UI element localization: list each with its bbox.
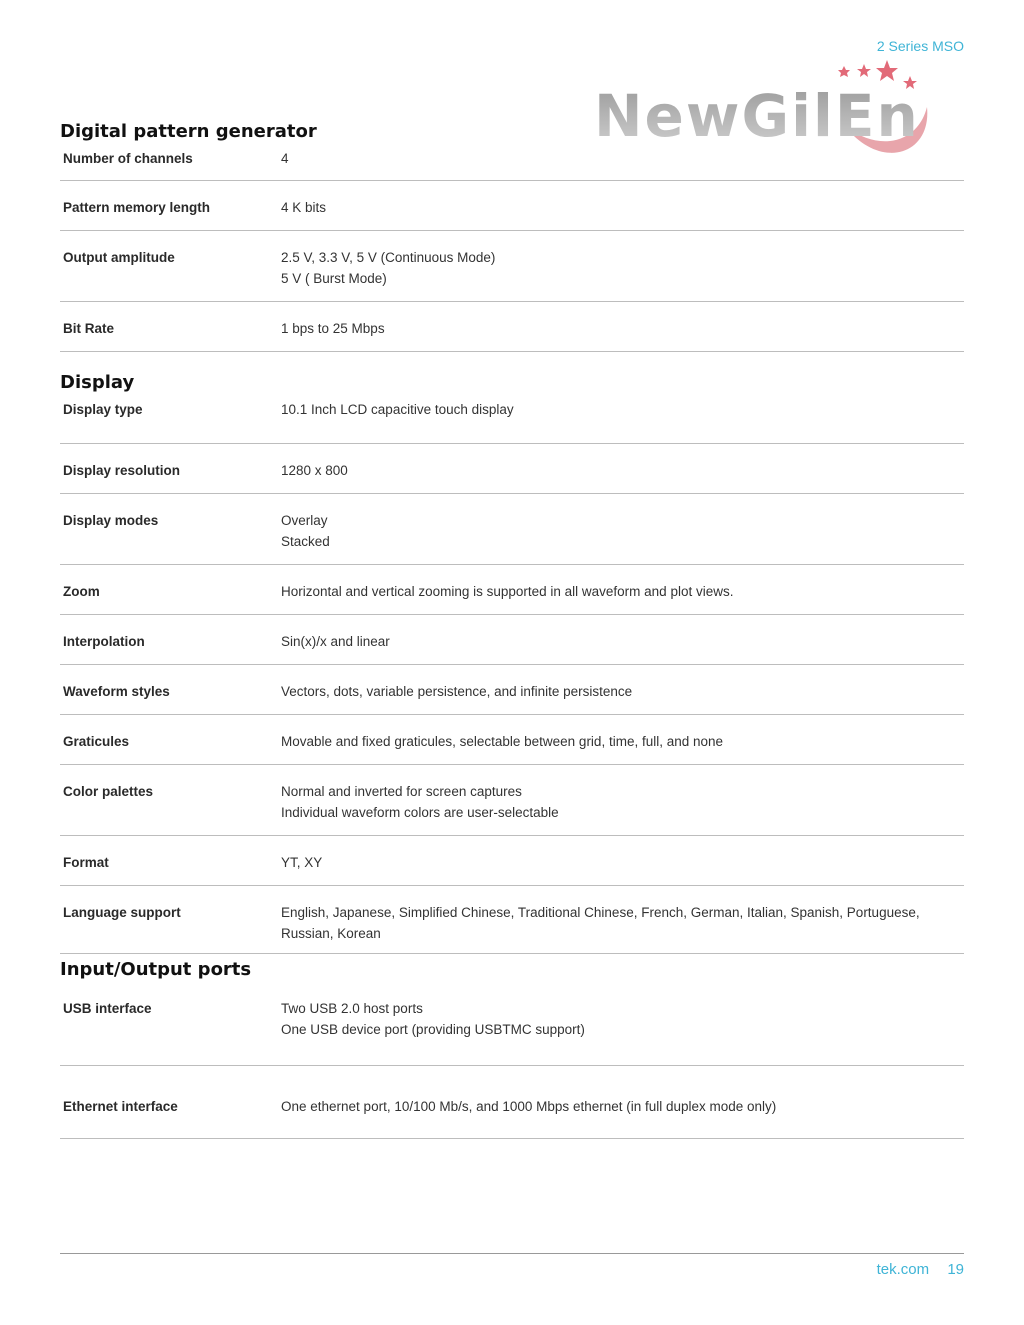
spec-value-line: Overlay <box>281 513 328 528</box>
spec-value <box>281 631 964 664</box>
spec-value <box>281 197 964 230</box>
spec-row <box>60 986 964 1066</box>
spec-label: Graticules <box>63 734 130 749</box>
spec-value <box>281 681 964 714</box>
spec-value-line: One USB device port (providing USBTMC support) <box>281 1022 585 1037</box>
display-rows <box>60 399 964 954</box>
spec-value-line: 2.5 V, 3.3 V, 5 V (Continuous Mode) <box>281 250 496 265</box>
spec-row <box>60 399 964 444</box>
spec-value <box>281 510 964 564</box>
spec-value-line: 5 V ( Burst Mode) <box>281 271 387 286</box>
section-title-digital: Digital pattern generator <box>60 121 317 142</box>
footer-divider <box>60 1253 964 1254</box>
spec-row <box>60 494 964 565</box>
spec-value-line: Normal and inverted for screen captures <box>281 784 522 799</box>
section-title-io: Input/Output ports <box>60 959 252 980</box>
spec-value-line: Individual waveform colors are user-selectable <box>281 805 559 820</box>
footer-site-link[interactable]: tek.com <box>876 1261 930 1278</box>
spec-value-line: Stacked <box>281 534 330 549</box>
spec-row <box>60 302 964 352</box>
display-section <box>60 372 964 954</box>
spec-label: Number of channels <box>63 151 193 166</box>
spec-value <box>281 148 964 180</box>
spec-label: Display modes <box>63 513 159 528</box>
spec-value-line: Horizontal and vertical zooming is supported in all waveform and plot views. <box>281 584 734 599</box>
spec-label: Display resolution <box>63 463 181 478</box>
io-section <box>60 959 964 1139</box>
spec-row <box>60 715 964 765</box>
spec-value <box>281 581 964 614</box>
spec-row <box>60 836 964 886</box>
spec-value-line: Two USB 2.0 host ports <box>281 1001 423 1016</box>
spec-label: Format <box>63 855 109 870</box>
spec-value-line: 1280 x 800 <box>281 463 348 478</box>
spec-value-line: 4 K bits <box>281 200 327 215</box>
spec-row <box>60 765 964 836</box>
spec-row <box>60 181 964 231</box>
spec-row <box>60 231 964 302</box>
spec-value-line: 10.1 Inch LCD capacitive touch display <box>281 402 514 417</box>
spec-value-line: YT, XY <box>281 855 323 870</box>
spec-value-line: English, Japanese, Simplified Chinese, Traditional Chinese, French, German, Italian, Spanish, Portuguese, Russian, Korean <box>281 905 920 941</box>
digital-pattern-section <box>60 121 964 352</box>
spec-value-line: One ethernet port, 10/100 Mb/s, and 1000 Mbps ethernet (in full duplex mode only) <box>281 1099 777 1114</box>
spec-row <box>60 665 964 715</box>
spec-row <box>60 565 964 615</box>
spec-label: Zoom <box>63 584 100 599</box>
series-label: 2 Series MSO <box>876 38 964 54</box>
footer <box>863 1261 964 1278</box>
spec-label: Output amplitude <box>63 250 175 265</box>
spec-value <box>281 247 964 301</box>
spec-value <box>281 902 964 953</box>
spec-label: Language support <box>63 905 181 920</box>
spec-label: Ethernet interface <box>63 1099 178 1114</box>
spec-value <box>281 852 964 885</box>
spec-label: Bit Rate <box>63 321 115 336</box>
spec-label: Interpolation <box>63 634 145 649</box>
spec-value <box>281 731 964 764</box>
spec-row <box>60 886 964 954</box>
spec-value-line: Vectors, dots, variable persistence, and infinite persistence <box>281 684 633 699</box>
digital-rows <box>60 148 964 352</box>
spec-row <box>60 444 964 494</box>
spec-row <box>60 148 964 181</box>
spec-value <box>281 1096 964 1138</box>
spec-value <box>281 460 964 493</box>
spec-value-line: Sin(x)/x and linear <box>281 634 390 649</box>
logo-text: NewGilEn <box>594 82 920 150</box>
spec-value-line: 4 <box>281 151 289 166</box>
spec-label: Color palettes <box>63 784 154 799</box>
spec-value-line: Movable and fixed graticules, selectable between grid, time, full, and none <box>281 734 724 749</box>
spec-value <box>281 781 964 835</box>
spec-value <box>281 998 964 1065</box>
spec-value <box>281 318 964 351</box>
spec-value <box>281 399 964 443</box>
spec-value-line: 1 bps to 25 Mbps <box>281 321 385 336</box>
spec-label: USB interface <box>63 1001 152 1016</box>
section-title-display: Display <box>60 372 135 393</box>
spec-row <box>60 615 964 665</box>
spec-label: Waveform styles <box>63 684 170 699</box>
page-number: 19 <box>947 1261 964 1278</box>
io-rows <box>60 986 964 1139</box>
spec-row <box>60 1066 964 1139</box>
spec-label: Display type <box>63 402 143 417</box>
spec-label: Pattern memory length <box>63 200 211 215</box>
